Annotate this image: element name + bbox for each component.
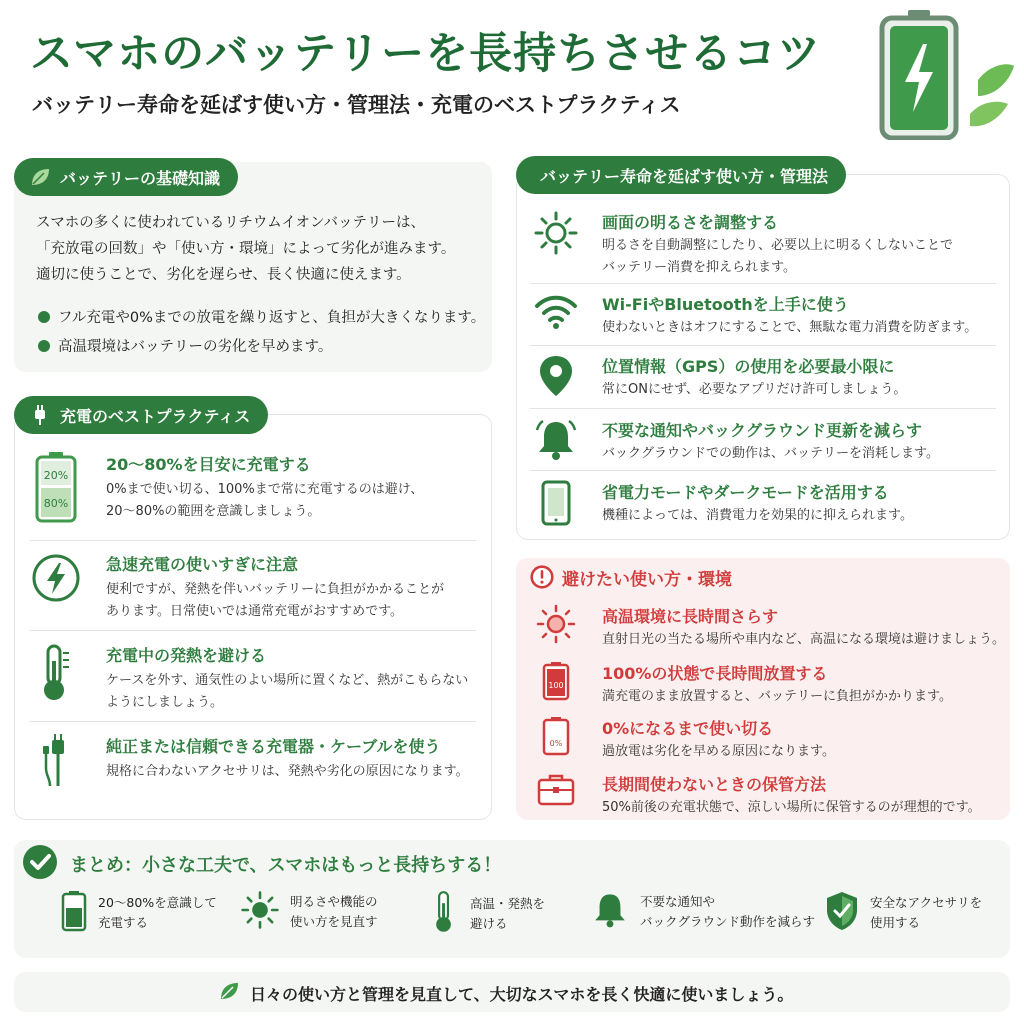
- charging-item-desc: 0%まで使い切る、100%まで常に充電するのは避け、 20〜80%の範囲を意識しましょう。: [106, 482, 424, 519]
- usage-item-desc: 常にONにせず、必要なアプリだけ許可しましょう。: [602, 382, 907, 397]
- usage-item-title: 省電力モードやダークモードを活用する: [602, 483, 889, 502]
- battery-full-icon: [528, 661, 584, 701]
- page-subtitle: バッテリー寿命を延ばす使い方・管理法・充電のベストプラクティス: [32, 93, 681, 117]
- shield-icon: [824, 890, 860, 936]
- charging-item-desc: 便利ですが、発熱を伴いバッテリーに負担がかかることが あります。日常使いでは通常充電がおすすめです。: [106, 582, 445, 619]
- charging-battery-icon: [878, 10, 1018, 140]
- divider: [530, 408, 996, 409]
- basics-bullet: 高温環境はバッテリーの劣化を早めます。: [38, 335, 332, 356]
- usage-item: [528, 210, 1008, 279]
- thermometer-icon: [28, 643, 84, 703]
- warning-icon: [530, 565, 554, 589]
- charging-item-desc: 規格に合わないアクセサリは、発熱や劣化の原因になります。: [106, 764, 469, 779]
- summary-item-text: 不要な通知や バックグラウンド動作を減らす: [640, 894, 816, 929]
- divider: [30, 721, 476, 722]
- hot-sun-icon: [528, 604, 584, 644]
- usage-item: [528, 480, 1008, 527]
- avoid-item-desc: 直射日光の当たる場所や車内など、高温になる環境は避けましょう。: [602, 632, 1006, 647]
- summary-item: [590, 890, 815, 934]
- usage-item: [528, 418, 1008, 465]
- basics-line: スマホの多くに使われているリチウムイオンバッテリーは、: [36, 215, 426, 231]
- usage-item-title: 不要な通知やバックグラウンド更新を減らす: [602, 421, 923, 440]
- wifi-icon: [528, 292, 584, 332]
- footer: 日々の使い方と管理を見直して、大切なスマホを長く快適に使いましょう。: [218, 980, 793, 1006]
- avoid-item-title: 長期間使わないときの保管方法: [602, 775, 827, 794]
- avoid-item-title: 100%の状態で長時間放置する: [602, 664, 828, 683]
- divider: [30, 540, 476, 541]
- basics-line: 「充放電の回数」や「使い方・環境」によって劣化が進みます。: [36, 241, 456, 257]
- charging-item-title: 20〜80%を目安に充電する: [106, 455, 311, 474]
- location-icon: [528, 354, 584, 400]
- bell-icon: [528, 418, 584, 462]
- battery-empty-icon: [528, 716, 584, 756]
- summary-item: [240, 890, 378, 934]
- charging-heading: 充電のベストプラクティス: [14, 396, 268, 434]
- storage-box-icon: [528, 772, 584, 808]
- divider: [530, 345, 996, 346]
- summary-item-text: 20〜80%を意識して 充電する: [98, 895, 217, 930]
- usage-item-title: 画面の明るさを調整する: [602, 213, 779, 232]
- usage-heading: バッテリー寿命を延ばす使い方・管理法: [516, 156, 846, 194]
- usage-item-desc: 機種によっては、消費電力を効果的に抑えられます。: [602, 508, 913, 523]
- usage-item-desc: 明るさを自動調整にしたり、必要以上に明るくしないことで バッテリー消費を抑えられます。: [602, 238, 954, 275]
- bell-icon: [590, 890, 630, 934]
- avoid-item: [528, 661, 1008, 708]
- check-circle-icon: [22, 844, 58, 884]
- leaf-icon: [28, 165, 52, 189]
- brightness-icon: [528, 210, 584, 256]
- bullet-dot: [38, 311, 50, 323]
- battery-full-label: 100: [548, 681, 564, 690]
- charging-item-title: 純正または信頼できる充電器・ケーブルを使う: [106, 737, 441, 756]
- divider: [30, 630, 476, 631]
- summary-item: [430, 890, 545, 938]
- plug-icon: [28, 403, 52, 427]
- basics-text: [36, 210, 486, 288]
- battery-empty-label: 0%: [549, 739, 563, 748]
- bullet-dot: [38, 340, 50, 352]
- header-battery-illustration: [878, 10, 1018, 140]
- divider: [530, 470, 996, 471]
- battery-label-20: 20%: [43, 469, 69, 482]
- basics-line: 適切に使うことで、劣化を遅らせ、長く快適に使えます。: [36, 267, 411, 283]
- fast-charge-icon: [28, 552, 84, 604]
- divider: [530, 283, 996, 284]
- battery-label-80: 80%: [43, 497, 69, 510]
- charging-item-title: 充電中の発熱を避ける: [106, 646, 267, 665]
- summary-heading: まとめ：小さな工夫で、スマホはもっと長持ちする！: [22, 844, 501, 884]
- avoid-item-desc: 50%前後の充電状態で、涼しい場所に保管するのが理想的です。: [602, 800, 981, 815]
- usage-item-title: 位置情報（GPS）の使用を必要最小限に: [602, 357, 895, 376]
- avoid-item-title: 高温環境に長時間さらす: [602, 607, 779, 626]
- usage-item: [528, 292, 1008, 339]
- leaf-icon: [218, 980, 240, 1006]
- avoid-item-title: 0%になるまで使い切る: [602, 719, 774, 738]
- thermometer-icon: [430, 890, 460, 938]
- summary-item-text: 明るさや機能の 使い方を見直す: [290, 894, 378, 929]
- charging-item: [28, 734, 488, 790]
- charging-item: [28, 552, 488, 623]
- charging-item: [28, 452, 488, 524]
- battery-icon: [60, 890, 88, 936]
- smartphone-icon: [528, 480, 584, 526]
- summary-item-text: 高温・発熱を 避ける: [470, 896, 546, 931]
- charging-item-desc: ケースを外す、通気性のよい場所に置くなど、熱がこもらない ようにしましょう。: [106, 673, 469, 710]
- battery-20-80-icon: [28, 452, 84, 524]
- summary-item: [824, 890, 982, 936]
- usage-item-desc: 使わないときはオフにすることで、無駄な電力消費を防ぎます。: [602, 320, 978, 335]
- brightness-icon: [240, 890, 280, 934]
- avoid-heading: 避けたい使い方・環境: [520, 558, 750, 596]
- page-title: スマホのバッテリーを長持ちさせるコツ: [30, 29, 822, 79]
- avoid-item-desc: 過放電は劣化を早める原因になります。: [602, 744, 835, 759]
- usage-item: [528, 354, 1008, 401]
- avoid-item: [528, 716, 1008, 763]
- avoid-item-desc: 満充電のまま放置すると、バッテリーに負担がかかります。: [602, 689, 952, 704]
- summary-item: [60, 890, 217, 936]
- avoid-item: [528, 604, 1008, 651]
- basics-bullet: フル充電や0%までの放電を繰り返すと、負担が大きくなります。: [38, 306, 485, 327]
- usage-item-title: Wi-FiやBluetoothを上手に使う: [602, 295, 849, 314]
- charging-item: [28, 643, 488, 714]
- cable-icon: [28, 734, 84, 790]
- summary-item-text: 安全なアクセサリを 使用する: [870, 895, 983, 930]
- avoid-item: [528, 772, 1008, 819]
- usage-item-desc: バックグラウンドでの動作は、バッテリーを消耗します。: [602, 446, 939, 461]
- charging-item-title: 急速充電の使いすぎに注意: [106, 555, 299, 574]
- basics-heading: バッテリーの基礎知識: [14, 158, 238, 196]
